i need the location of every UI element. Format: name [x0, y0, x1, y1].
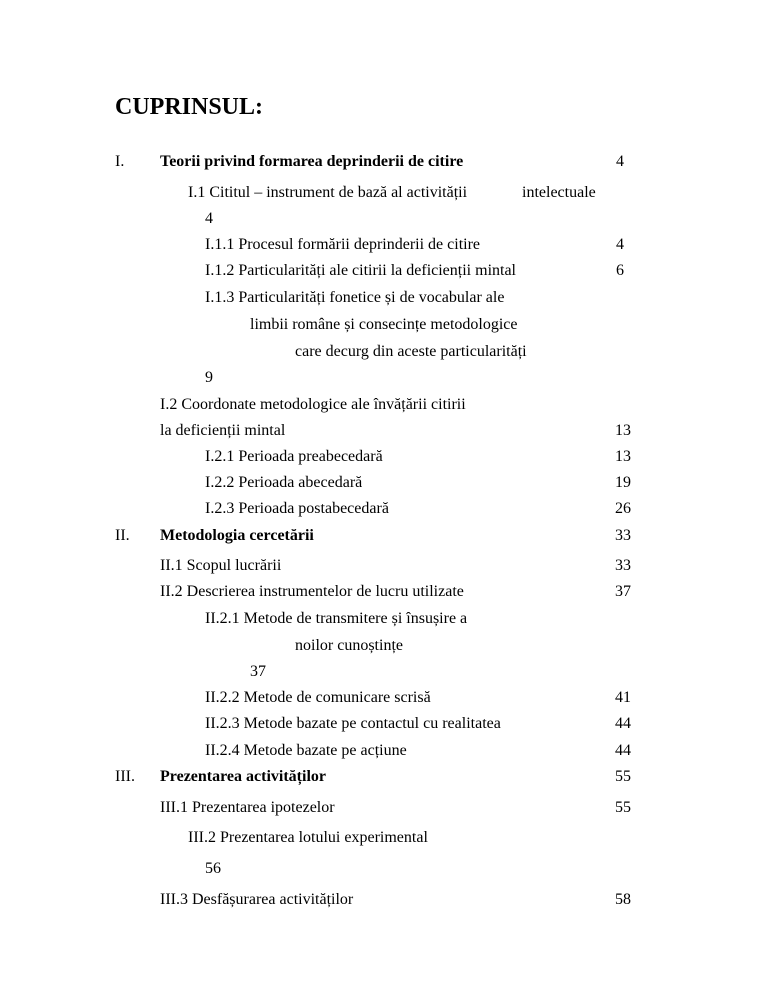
- section-1-1-page: 4: [205, 210, 213, 227]
- chapter-2-page: 33: [615, 527, 631, 544]
- chapter-2-title: Metodologia cercetării: [160, 527, 314, 544]
- section-1-1-3-line1: I.1.3 Particularități fonetice și de vocabular ale: [205, 289, 505, 306]
- chapter-3-page: 55: [615, 768, 631, 785]
- section-1-2-3-title: I.2.3 Perioada postabecedară: [205, 500, 389, 517]
- section-1-1-line1-end: intelectuale: [522, 184, 596, 201]
- section-1-2-page: 13: [615, 422, 631, 439]
- section-2-2-1-line1: II.2.1 Metode de transmitere și însușire a: [205, 610, 468, 627]
- section-1-2-1-title: I.2.1 Perioada preabecedară: [205, 448, 383, 465]
- section-3-1-title: III.1 Prezentarea ipotezelor: [160, 799, 335, 816]
- section-3-3-title: III.3 Desfășurarea activităților: [160, 891, 354, 908]
- section-2-2-3-page: 44: [615, 715, 631, 732]
- section-1-1-2-page: 6: [616, 262, 624, 279]
- section-1-1-2-title: I.1.2 Particularități ale citirii la deficienții mintal: [205, 262, 516, 279]
- section-2-2-title: II.2 Descrierea instrumentelor de lucru utilizate: [160, 583, 464, 600]
- section-1-1-line1: I.1 Cititul – instrument de bază al activității: [188, 184, 468, 201]
- section-1-2-2-page: 19: [615, 474, 631, 491]
- section-2-2-2-title: II.2.2 Metode de comunicare scrisă: [205, 689, 431, 706]
- section-1-1-3-line2: limbii române și consecințe metodologice: [250, 316, 518, 333]
- chapter-3-number: III.: [115, 768, 135, 785]
- section-2-2-3-title: II.2.3 Metode bazate pe contactul cu realitatea: [205, 715, 501, 732]
- chapter-1-number: I.: [115, 153, 125, 170]
- chapter-3-title: Prezentarea activităților: [160, 768, 326, 785]
- chapter-2-number: II.: [115, 527, 130, 544]
- section-3-1-page: 55: [615, 799, 631, 816]
- section-1-1-1-title: I.1.1 Procesul formării deprinderii de citire: [205, 236, 481, 253]
- section-2-2-4-title: II.2.4 Metode bazate pe acțiune: [205, 742, 407, 759]
- chapter-1-title: Teorii privind formarea deprinderii de citire: [160, 153, 464, 170]
- section-2-2-2-page: 41: [615, 689, 631, 706]
- section-1-2-line2: la deficienții mintal: [160, 422, 286, 439]
- section-2-2-page: 37: [615, 583, 631, 600]
- section-1-2-line1: I.2 Coordonate metodologice ale învățării citirii: [160, 396, 466, 413]
- section-1-2-2-title: I.2.2 Perioada abecedară: [205, 474, 363, 491]
- section-2-2-1-line2: noilor cunoștințe: [295, 637, 403, 654]
- section-1-1-3-line3: care decurg din aceste particularități: [295, 343, 527, 360]
- section-1-1-1-page: 4: [616, 236, 624, 253]
- section-1-2-1-page: 13: [615, 448, 631, 465]
- section-2-2-4-page: 44: [615, 742, 631, 759]
- chapter-1-page: 4: [616, 153, 624, 170]
- section-3-2-page: 56: [205, 860, 221, 877]
- section-2-1-title: II.1 Scopul lucrării: [160, 557, 282, 574]
- section-3-3-page: 58: [615, 891, 631, 908]
- section-2-1-page: 33: [615, 557, 631, 574]
- section-1-2-3-page: 26: [615, 500, 631, 517]
- section-1-1-3-page: 9: [205, 369, 213, 386]
- page-title: CUPRINSUL:: [115, 94, 264, 120]
- section-3-2-title: III.2 Prezentarea lotului experimental: [188, 829, 428, 846]
- section-2-2-1-page: 37: [250, 663, 266, 680]
